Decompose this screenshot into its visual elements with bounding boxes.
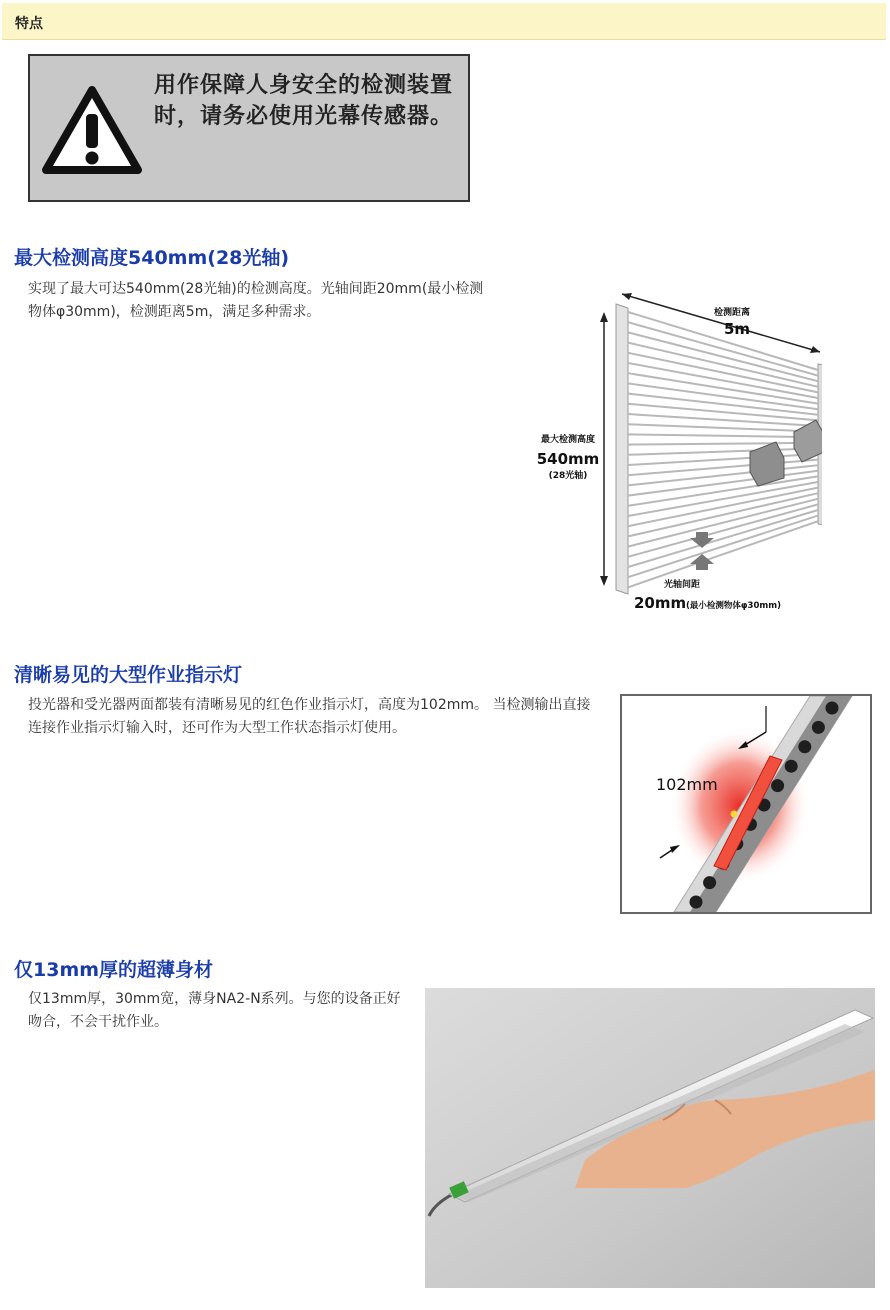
section-title-indicator: 清晰易见的大型作业指示灯	[14, 664, 243, 686]
warning-text: 用作保障人身安全的检测装置时，请务必使用光幕传感器。	[154, 73, 454, 129]
pitch-label: 光轴间距	[664, 580, 701, 590]
pitch-note: (最小检测物体φ30mm)	[686, 601, 781, 611]
section-text-detection-height: 实现了最大可达540mm(28光轴)的检测高度。光轴间距20mm(最小检测物体φ30mm)，检测距离5m，满足多种需求。	[28, 281, 484, 320]
section-title-detection-height: 最大检测高度540mm(28光轴)	[14, 247, 290, 269]
sensor-dot	[798, 740, 811, 753]
light-curtain-diagram	[532, 282, 822, 616]
height-value: 540mm	[536, 450, 600, 468]
distance-label: 检测距离	[713, 308, 751, 318]
header-title: 特点	[15, 16, 43, 32]
warning-box	[28, 54, 470, 202]
section-header	[2, 3, 886, 40]
indicator-figure	[620, 694, 872, 914]
height-note: (28光轴)	[548, 471, 588, 481]
light-beam	[628, 414, 818, 426]
sensor-dot	[690, 896, 703, 909]
light-beam	[628, 332, 818, 381]
light-beam	[628, 454, 818, 465]
warning-triangle-icon	[40, 84, 144, 176]
sensor-dot	[812, 721, 825, 734]
light-beam	[628, 373, 818, 403]
sensor-dot	[703, 876, 716, 889]
dimension-label: 102mm	[656, 775, 718, 794]
sensor-dot	[771, 779, 784, 792]
light-beam	[628, 448, 818, 454]
section-text-indicator: 投光器和受光器两面都装有清晰易见的红色作业指示灯，高度为102mm。 当检测输出直接连接作业指示灯输入时，还可作为大型工作状态指示灯使用。	[28, 697, 591, 736]
light-beam	[628, 516, 818, 578]
distance-value: 5m	[723, 320, 751, 338]
light-beam	[628, 424, 818, 431]
height-label: 最大检测高度	[540, 435, 596, 445]
light-beam	[628, 434, 818, 437]
pitch-value: 20mm	[634, 594, 687, 612]
thin-sensor-photo	[425, 988, 875, 1288]
section-title-thin-body: 仅13mm厚的超薄身材	[14, 959, 214, 981]
sensor-dot	[826, 702, 839, 715]
section-text-thin-body: 仅13mm厚，30mm宽，薄身NA2-N系列。与您的设备正好吻合，不会干扰作业。	[28, 991, 401, 1030]
sensor-dot	[785, 760, 798, 773]
light-beam	[628, 443, 818, 445]
